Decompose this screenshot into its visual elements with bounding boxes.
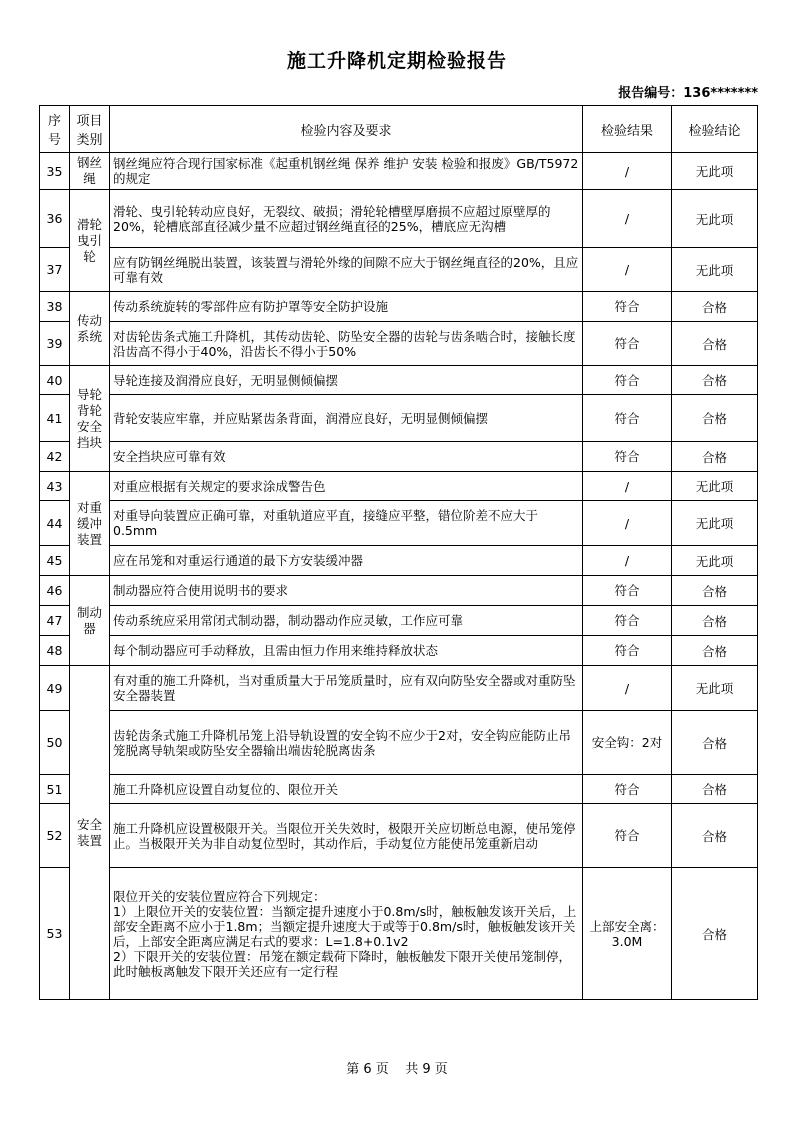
row-content: 滑轮、曳引轮转动应良好，无裂纹、破损；滑轮轮槽壁厚磨损不应超过原壁厚的20%，轮槽底部直径减少量不应超过钢丝绳直径的25%，槽底应无沟槽 bbox=[110, 190, 583, 248]
row-no: 48 bbox=[40, 636, 70, 666]
header-no: 序号 bbox=[40, 106, 70, 153]
row-conclusion: 合格 bbox=[672, 576, 758, 606]
table-row bbox=[40, 546, 758, 576]
row-no: 53 bbox=[40, 868, 70, 1000]
row-conclusion: 合格 bbox=[672, 442, 758, 472]
row-result: 符合 bbox=[583, 322, 672, 366]
row-content: 对齿轮齿条式施工升降机，其传动齿轮、防坠安全器的齿轮与齿条啮合时，接触长度沿齿高不得小于40%，沿齿长不得小于50% bbox=[110, 322, 583, 366]
row-result: 上部安全离：3.0M bbox=[583, 868, 672, 1000]
row-no: 50 bbox=[40, 711, 70, 775]
row-result: / bbox=[583, 472, 672, 501]
row-content: 有对重的施工升降机，当对重质量大于吊笼质量时，应有双向防坠安全器或对重防坠安全器装置 bbox=[110, 666, 583, 711]
report-title: 施工升降机定期检验报告 bbox=[286, 50, 507, 72]
row-content: 应有防钢丝绳脱出装置，该装置与滑轮外缘的间隙不应大于钢丝绳直径的20%，且应可靠有效 bbox=[110, 248, 583, 292]
row-conclusion: 合格 bbox=[672, 395, 758, 442]
table-row bbox=[40, 322, 758, 366]
row-result: 符合 bbox=[583, 442, 672, 472]
page-footer: 第 6 页 共 9 页 bbox=[346, 1062, 448, 1077]
row-result: / bbox=[583, 666, 672, 711]
category-cell: 安全装置 bbox=[70, 666, 110, 1000]
inspection-table bbox=[39, 105, 758, 1000]
row-no: 49 bbox=[40, 666, 70, 711]
category-cell: 钢丝绳 bbox=[70, 153, 110, 190]
row-content: 导轮连接及润滑应良好，无明显侧倾偏摆 bbox=[110, 366, 583, 395]
header-result: 检验结果 bbox=[583, 106, 672, 153]
row-no: 38 bbox=[40, 292, 70, 322]
row-result: 符合 bbox=[583, 395, 672, 442]
row-no: 41 bbox=[40, 395, 70, 442]
table-row bbox=[40, 636, 758, 666]
table-row bbox=[40, 395, 758, 442]
row-conclusion: 合格 bbox=[672, 868, 758, 1000]
header-conclusion: 检验结论 bbox=[672, 106, 758, 153]
row-no: 46 bbox=[40, 576, 70, 606]
row-conclusion: 无此项 bbox=[672, 153, 758, 190]
row-result: 符合 bbox=[583, 636, 672, 666]
table-row bbox=[40, 190, 758, 248]
category-cell: 导轮背轮安全挡块 bbox=[70, 366, 110, 472]
table-row bbox=[40, 292, 758, 322]
row-conclusion: 合格 bbox=[672, 804, 758, 868]
table-row bbox=[40, 248, 758, 292]
row-no: 52 bbox=[40, 804, 70, 868]
row-no: 43 bbox=[40, 472, 70, 501]
row-conclusion: 无此项 bbox=[672, 501, 758, 546]
row-result: 符合 bbox=[583, 606, 672, 636]
row-result: / bbox=[583, 501, 672, 546]
row-result: / bbox=[583, 248, 672, 292]
category-cell: 传动系统 bbox=[70, 292, 110, 366]
row-conclusion: 无此项 bbox=[672, 248, 758, 292]
row-conclusion: 合格 bbox=[672, 322, 758, 366]
row-conclusion: 无此项 bbox=[672, 666, 758, 711]
row-conclusion: 合格 bbox=[672, 292, 758, 322]
table-row bbox=[40, 666, 758, 711]
row-no: 37 bbox=[40, 248, 70, 292]
table-header-row bbox=[40, 106, 758, 153]
row-content: 应在吊笼和对重运行通道的最下方安装缓冲器 bbox=[110, 546, 583, 576]
header-category: 项目类别 bbox=[70, 106, 110, 153]
table-row bbox=[40, 868, 758, 1000]
row-no: 44 bbox=[40, 501, 70, 546]
row-conclusion: 合格 bbox=[672, 636, 758, 666]
row-content: 传动系统旋转的零部件应有防护罩等安全防护设施 bbox=[110, 292, 583, 322]
row-result: 安全钩：2对 bbox=[583, 711, 672, 775]
header-content: 检验内容及要求 bbox=[110, 106, 583, 153]
table-row bbox=[40, 576, 758, 606]
table-row bbox=[40, 775, 758, 804]
row-result: / bbox=[583, 546, 672, 576]
row-result: 符合 bbox=[583, 366, 672, 395]
row-no: 51 bbox=[40, 775, 70, 804]
row-content: 对重导向装置应正确可靠，对重轨道应平直，接缝应平整，错位阶差不应大于0.5mm bbox=[110, 501, 583, 546]
row-content: 安全挡块应可靠有效 bbox=[110, 442, 583, 472]
table-row bbox=[40, 442, 758, 472]
row-conclusion: 无此项 bbox=[672, 190, 758, 248]
row-content: 制动器应符合使用说明书的要求 bbox=[110, 576, 583, 606]
row-conclusion: 无此项 bbox=[672, 472, 758, 501]
report-number: 报告编号：136******* bbox=[618, 86, 758, 101]
table-row bbox=[40, 153, 758, 190]
row-content: 传动系统应采用常闭式制动器，制动器动作应灵敏，工作应可靠 bbox=[110, 606, 583, 636]
row-content: 限位开关的安装位置应符合下列规定： 1）上限位开关的安装位置：当额定提升速度小于0.8m/s时，触板触发该开关后，上部安全距离不应小于1.8m；当额定提升速度大于或等于0.8m/s时，触板触发该开关后，上部安全距离应满足右式的要求：L=1.8+0.1v2 2）下限开关的安装位置：吊笼在额定载荷下降时，触板触发下限开关使吊笼制停，此时触板离触发下限开关还应有一定行程 bbox=[110, 868, 583, 1000]
table-row bbox=[40, 366, 758, 395]
row-conclusion: 合格 bbox=[672, 775, 758, 804]
row-conclusion: 无此项 bbox=[672, 546, 758, 576]
row-no: 45 bbox=[40, 546, 70, 576]
table-row bbox=[40, 472, 758, 501]
row-result: 符合 bbox=[583, 804, 672, 868]
row-conclusion: 合格 bbox=[672, 366, 758, 395]
row-no: 39 bbox=[40, 322, 70, 366]
row-result: 符合 bbox=[583, 775, 672, 804]
table-row bbox=[40, 501, 758, 546]
category-cell: 制动器 bbox=[70, 576, 110, 666]
table-row bbox=[40, 606, 758, 636]
row-content: 施工升降机应设置极限开关。当限位开关失效时，极限开关应切断总电源，使吊笼停止。当极限开关为非自动复位型时，其动作后，手动复位方能使吊笼重新启动 bbox=[110, 804, 583, 868]
row-content: 钢丝绳应符合现行国家标准《起重机钢丝绳 保养 维护 安装 检验和报废》GB/T5972的规定 bbox=[110, 153, 583, 190]
row-no: 42 bbox=[40, 442, 70, 472]
row-result: 符合 bbox=[583, 576, 672, 606]
table-row bbox=[40, 711, 758, 775]
row-result: / bbox=[583, 153, 672, 190]
row-conclusion: 合格 bbox=[672, 606, 758, 636]
category-cell: 对重缓冲装置 bbox=[70, 472, 110, 576]
row-result: 符合 bbox=[583, 292, 672, 322]
table-row bbox=[40, 804, 758, 868]
row-no: 47 bbox=[40, 606, 70, 636]
row-result: / bbox=[583, 190, 672, 248]
row-content: 齿轮齿条式施工升降机吊笼上沿导轨设置的安全钩不应少于2对，安全钩应能防止吊笼脱离导轨架或防坠安全器输出端齿轮脱离齿条 bbox=[110, 711, 583, 775]
row-no: 36 bbox=[40, 190, 70, 248]
row-content: 背轮安装应牢靠，并应贴紧齿条背面，润滑应良好，无明显侧倾偏摆 bbox=[110, 395, 583, 442]
row-content: 施工升降机应设置自动复位的、限位开关 bbox=[110, 775, 583, 804]
row-conclusion: 合格 bbox=[672, 711, 758, 775]
row-no: 35 bbox=[40, 153, 70, 190]
row-content: 每个制动器应可手动释放，且需由恒力作用来维持释放状态 bbox=[110, 636, 583, 666]
category-cell: 滑轮曳引轮 bbox=[70, 190, 110, 292]
row-content: 对重应根据有关规定的要求涂成警告色 bbox=[110, 472, 583, 501]
row-no: 40 bbox=[40, 366, 70, 395]
